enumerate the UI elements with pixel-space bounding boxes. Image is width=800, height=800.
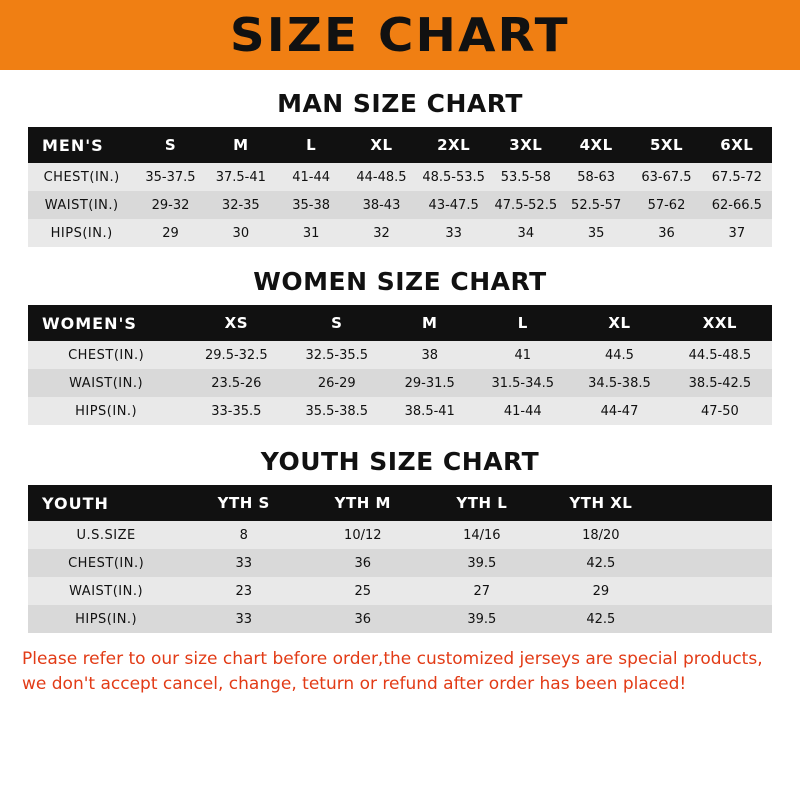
table-cell: 31 [302, 225, 320, 241]
table-row [28, 219, 772, 247]
header-banner [0, 0, 800, 70]
table-cell: 41-44 [292, 169, 331, 185]
table-cell: 37.5-41 [215, 169, 266, 185]
table-header-cell: L [306, 136, 317, 154]
table-header-cell: XS [224, 314, 248, 332]
table-header-cell: YTH M [334, 494, 391, 512]
table-header-row [28, 127, 772, 163]
table-cell: 36 [658, 225, 675, 241]
table-header-cell: WOMEN'S [42, 313, 137, 333]
table-header-cell: S [331, 314, 343, 332]
table-header-cell: YOUTH [42, 493, 109, 513]
youth-size-table [28, 485, 772, 633]
table-cell: 38-43 [362, 197, 401, 213]
man-section-title: MAN SIZE CHART [277, 89, 523, 118]
table-cell: 34.5-38.5 [588, 375, 651, 391]
table-cell: HIPS(IN.) [75, 403, 138, 419]
women-table-wrap [28, 305, 772, 425]
table-row [28, 577, 772, 605]
table-cell: 48.5-53.5 [422, 169, 485, 185]
table-header-cell: XL [370, 136, 393, 154]
table-cell: 43-47.5 [428, 197, 479, 213]
table-cell: 39.5 [467, 611, 497, 627]
table-header-row [28, 305, 772, 341]
table-cell: 31.5-34.5 [491, 375, 555, 391]
table-cell: 36 [354, 555, 372, 571]
table-cell: HIPS(IN.) [75, 611, 138, 627]
table-cell: 38 [421, 347, 439, 363]
table-cell: 29 [592, 583, 610, 599]
table-header-cell: YTH L [456, 494, 508, 512]
footer-disclaimer [22, 647, 778, 696]
table-cell: 26-29 [317, 375, 356, 391]
table-row [28, 521, 772, 549]
table-cell: CHEST(IN.) [68, 555, 145, 571]
women-size-table [28, 305, 772, 425]
table-cell: 57-62 [647, 197, 686, 213]
table-cell: 52.5-57 [571, 197, 622, 213]
table-header-cell: YTH S [217, 494, 270, 512]
table-header-cell: YTH XL [569, 494, 633, 512]
table-cell: 29-31.5 [404, 375, 455, 391]
table-cell: 10/12 [344, 527, 382, 543]
table-cell: 37 [728, 225, 746, 241]
man-table-wrap [28, 127, 772, 247]
table-cell: 62-66.5 [711, 197, 762, 213]
table-cell: 33 [445, 225, 462, 241]
table-cell: 32.5-35.5 [305, 347, 369, 363]
table-cell: 35-38 [292, 197, 331, 213]
table-header-cell: XL [608, 314, 631, 332]
table-cell: 38.5-41 [404, 403, 455, 419]
table-cell: 36 [354, 611, 372, 627]
table-cell: CHEST(IN.) [68, 347, 145, 363]
table-cell: 42.5 [586, 555, 616, 571]
women-section-title: WOMEN SIZE CHART [253, 267, 547, 296]
table-cell: 18/20 [582, 527, 620, 543]
table-cell: 47.5-52.5 [494, 197, 558, 213]
table-cell: WAIST(IN.) [69, 583, 144, 599]
table-cell: HIPS(IN.) [50, 225, 113, 241]
table-cell: 63-67.5 [641, 169, 692, 185]
table-cell: 32 [373, 225, 390, 241]
table-cell: 38.5-42.5 [688, 375, 752, 391]
table-cell: 30 [232, 225, 250, 241]
table-cell [660, 605, 772, 633]
footer-line-2: we don't accept cancel, change, teturn or refund after order has been placed! [22, 673, 687, 694]
footer-line-1: Please refer to our size chart before order,the customized jerseys are special products, [22, 649, 763, 669]
table-cell: 32-35 [221, 197, 260, 213]
table-cell: U.S.SIZE [76, 527, 136, 543]
table-cell [660, 521, 772, 549]
table-cell: 41 [514, 347, 531, 363]
table-cell: 23 [235, 583, 253, 599]
table-header-cell: 2XL [437, 136, 471, 154]
table-cell: 35-37.5 [145, 169, 196, 185]
table-cell: 33 [235, 555, 253, 571]
table-cell: 29.5-32.5 [205, 347, 268, 363]
table-cell [660, 549, 772, 577]
table-row [28, 163, 772, 191]
table-cell: 14/16 [463, 527, 501, 543]
table-cell: 53.5-58 [500, 169, 551, 185]
table-cell: 35 [587, 225, 605, 241]
table-cell: 44-47 [600, 403, 639, 419]
table-cell: 29 [162, 225, 179, 241]
table-cell: 58-63 [577, 169, 616, 185]
table-header-cell: M [422, 314, 438, 332]
table-header-cell [660, 485, 772, 521]
table-header-cell: M [233, 136, 249, 154]
table-cell: 44.5-48.5 [688, 347, 752, 363]
table-row [28, 397, 772, 425]
table-cell: 42.5 [586, 611, 616, 627]
youth-table-wrap [28, 485, 772, 633]
table-row [28, 341, 772, 369]
table-cell: 44-48.5 [356, 169, 407, 185]
table-row [28, 369, 772, 397]
table-row [28, 191, 772, 219]
table-header-cell: MEN'S [42, 135, 104, 155]
youth-section-title: YOUTH SIZE CHART [260, 447, 540, 476]
table-cell: 23.5-26 [211, 375, 262, 391]
table-cell: 33 [235, 611, 253, 627]
table-cell: 34 [517, 225, 535, 241]
table-cell: 44.5 [604, 347, 634, 363]
table-cell: WAIST(IN.) [44, 197, 119, 213]
table-cell [660, 577, 772, 605]
table-cell: 33-35.5 [211, 403, 262, 419]
table-cell: 25 [354, 583, 372, 599]
table-cell: 41-44 [503, 403, 542, 419]
table-cell: 27 [473, 583, 491, 599]
table-cell: 67.5-72 [711, 169, 762, 185]
table-row [28, 605, 772, 633]
table-row [28, 549, 772, 577]
table-header-cell: XXL [702, 314, 737, 332]
table-header-row [28, 485, 772, 521]
table-cell: 8 [239, 527, 248, 543]
table-cell: 29-32 [151, 197, 190, 213]
table-cell: 47-50 [701, 403, 739, 419]
table-header-cell: 3XL [509, 136, 543, 154]
table-header-cell: 6XL [720, 136, 754, 154]
table-cell: 39.5 [467, 555, 497, 571]
table-header-cell: L [517, 314, 528, 332]
table-header-cell: 5XL [649, 136, 683, 154]
table-cell: CHEST(IN.) [43, 169, 120, 185]
man-size-table [28, 127, 772, 247]
table-header-cell: 4XL [579, 136, 613, 154]
page-title: SIZE CHART [230, 8, 570, 62]
table-header-cell: S [164, 136, 177, 154]
table-cell: WAIST(IN.) [69, 375, 144, 391]
table-cell: 35.5-38.5 [305, 403, 369, 419]
